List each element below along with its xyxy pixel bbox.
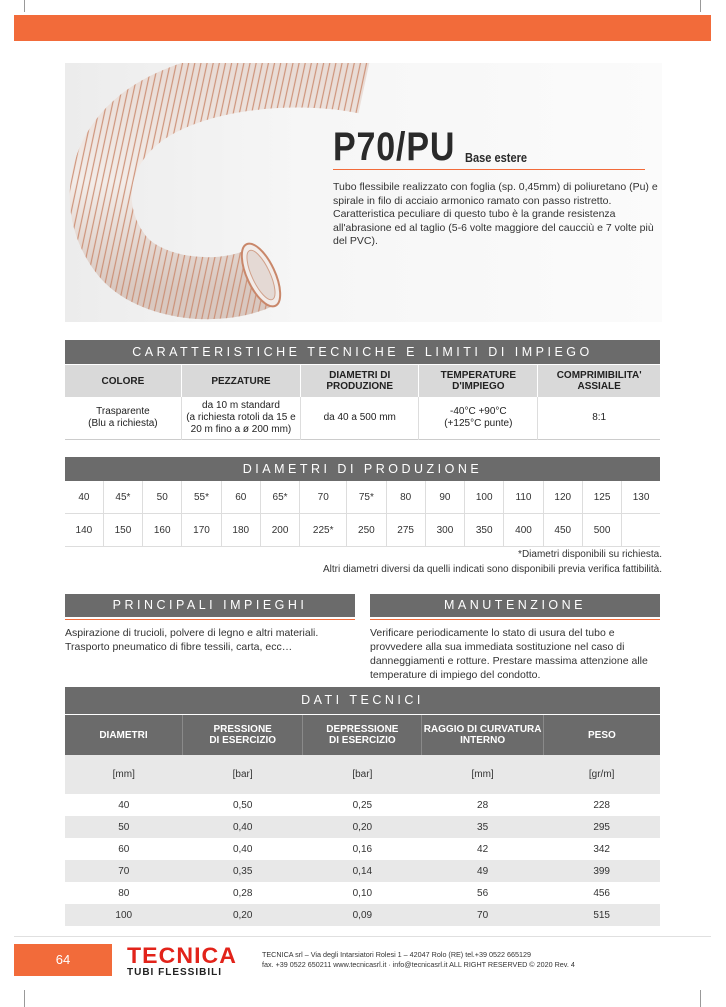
- pezzature-note2: 20 m fino a ø 200 mm): [190, 424, 292, 435]
- diameters-note-1: *Diametri disponibili su richiesta.: [518, 549, 662, 560]
- unit-cell: [mm]: [471, 769, 494, 780]
- characteristics-heading: CARATTERISTICHE TECNICHE E LIMITI DI IMPIEGO: [65, 340, 660, 364]
- diameter-cell: 50: [143, 481, 182, 514]
- footer-divider: [14, 936, 711, 937]
- diameter-cell: 170: [182, 514, 221, 547]
- tech-header-cell: [422, 715, 543, 755]
- header-diametri: DIAMETRI DI PRODUZIONE: [301, 365, 419, 397]
- crop-mark: [700, 990, 701, 1007]
- pezzature-note: (a richiesta rotoli da 15 e: [186, 412, 296, 423]
- product-description: Tubo flessibile realizzato con foglia (sp. 0,45mm) di poliuretano (Pu) e spirale in filo di acciaio armonico ramato con passo ristretto. Caratteristica peculiare di questo tubo è la grande resistenza all'abrasione ed al taglio (5-6 volte maggiore del caucciù e 7 volte più del PVC).: [333, 181, 658, 247]
- company-info-line-2: fax. +39 0522 650211 www.tecnicasrl.it · info@tecnicasrl.it ALL RIGHT RESERVED © 2020 Rev. 4: [262, 960, 575, 969]
- diameter-cell: 275: [386, 514, 425, 547]
- tech-data-cell: 0,40: [232, 843, 253, 855]
- unit-cell: [bar]: [232, 769, 253, 780]
- maintenance-divider: [370, 619, 660, 620]
- tech-header-line-2: DI ESERCIZIO: [329, 735, 396, 746]
- diameter-cell: 120: [543, 481, 582, 514]
- tech-header-line-1: PRESSIONE: [213, 724, 272, 735]
- diameter-cell: 350: [465, 514, 504, 547]
- tech-data-cell: 80: [118, 887, 130, 899]
- diameters-note-2: Altri diametri diversi da quelli indicati sono disponibili previa verifica fattibilità.: [322, 564, 662, 575]
- unit-cell: [mm]: [112, 769, 135, 780]
- diameter-cell: 450: [543, 514, 582, 547]
- title-divider: [333, 169, 645, 170]
- diameter-cell: [622, 514, 660, 547]
- tech-data-cell: 0,09: [352, 909, 373, 921]
- diameter-cell: 45*: [103, 481, 142, 514]
- uses-text: Aspirazione di trucioli, polvere di legno e altri materiali. Trasporto pneumatico di fibre tessili, carta, ecc…: [65, 627, 319, 653]
- crop-mark: [24, 0, 25, 12]
- table-row: [65, 794, 660, 816]
- tech-header-line-1: DIAMETRI: [99, 729, 148, 741]
- tech-data-units-row: [65, 755, 660, 794]
- diameters-table: [65, 481, 660, 547]
- tech-data-cell: 70: [477, 909, 489, 921]
- diameter-cell: 75*: [347, 481, 386, 514]
- diameter-cell: 160: [143, 514, 182, 547]
- tech-header-line-1: PESO: [588, 729, 616, 741]
- header-colore: COLORE: [65, 365, 181, 397]
- diameter-cell: 400: [504, 514, 543, 547]
- characteristics-row: [65, 397, 660, 440]
- maintenance-heading: MANUTENZIONE: [370, 594, 660, 617]
- tech-data-cell: 0,14: [352, 865, 373, 877]
- tech-data-cell: 50: [118, 821, 130, 833]
- diameter-cell: 140: [65, 514, 103, 547]
- diameters-row-1: [65, 481, 660, 514]
- top-accent-bar: [14, 15, 711, 41]
- tech-data-cell: 228: [593, 799, 610, 811]
- table-row: [65, 882, 660, 904]
- tech-data-cell: 0,20: [232, 909, 253, 921]
- table-row: [65, 816, 660, 838]
- crop-mark: [24, 990, 25, 1007]
- tech-data-cell: 28: [477, 799, 489, 811]
- tech-data-cell: 295: [593, 821, 610, 833]
- temperature-note: (+125°C punte): [444, 418, 513, 429]
- tech-header-line-2: DI ESERCIZIO: [209, 735, 277, 746]
- diameter-cell: 60: [221, 481, 260, 514]
- company-info: [262, 950, 575, 970]
- diameter-cell: 90: [425, 481, 464, 514]
- tech-data-cell: 0,20: [352, 821, 373, 833]
- cell-comprimibilita: 8:1: [592, 412, 607, 423]
- pezzature-value: da 10 m standard: [202, 400, 280, 411]
- diameter-cell: 200: [260, 514, 299, 547]
- diameter-cell: 40: [65, 481, 103, 514]
- diameters-heading: DIAMETRI DI PRODUZIONE: [65, 457, 660, 481]
- table-row: [65, 838, 660, 860]
- tech-data-cell: 0,16: [352, 843, 373, 855]
- header-temperature: TEMPERATURE D'IMPIEGO: [419, 365, 538, 397]
- characteristics-table: [65, 365, 660, 440]
- maintenance-text: Verificare periodicamente lo stato di usura del tubo e provvedere alla sua immediata sostituzione nel caso di danneggiamenti e rotture. Prestare massima attenzione alle temperature di impiego del condotto.: [370, 627, 648, 681]
- diameter-cell: 70: [300, 481, 347, 514]
- tech-data-cell: 49: [477, 865, 489, 877]
- tech-data-cell: 0,40: [232, 821, 253, 833]
- tech-header-cell: [65, 715, 183, 755]
- diameter-cell: 110: [504, 481, 543, 514]
- tech-data-cell: 0,50: [232, 799, 253, 811]
- temperature-value: -40°C +90°C: [450, 406, 507, 417]
- cell-pezzature: [181, 397, 300, 440]
- diameter-cell: 80: [386, 481, 425, 514]
- product-subtitle: Base estere: [465, 150, 528, 165]
- diameter-cell: 55*: [182, 481, 221, 514]
- tech-data-cell: 0,10: [352, 887, 373, 899]
- tech-data-cell: 515: [593, 909, 610, 921]
- tech-header-cell: [183, 715, 303, 755]
- tech-data-cell: 35: [477, 821, 489, 833]
- colore-note: (Blu a richiesta): [88, 418, 158, 429]
- tech-data-cell: 0,28: [232, 887, 253, 899]
- diameter-cell: 300: [425, 514, 464, 547]
- header-comprimibilita: COMPRIMIBILITA' ASSIALE: [538, 365, 660, 397]
- diameter-cell: 250: [347, 514, 386, 547]
- logo-sub-text: TUBI FLESSIBILI: [127, 967, 222, 978]
- diameter-cell: 180: [221, 514, 260, 547]
- tech-data-table: [65, 715, 660, 926]
- tech-data-header-row: [65, 715, 660, 755]
- diameter-cell: 100: [465, 481, 504, 514]
- diameter-cell: 225*: [300, 514, 347, 547]
- tech-header-line-1: RAGGIO DI CURVATURA: [423, 724, 542, 735]
- tech-data-cell: 342: [593, 843, 610, 855]
- tech-data-cell: 56: [477, 887, 489, 899]
- header-pezzature: PEZZATURE: [181, 365, 300, 397]
- cell-diametri: da 40 a 500 mm: [301, 397, 419, 440]
- colore-value: Trasparente: [96, 406, 150, 417]
- diameter-cell: 65*: [260, 481, 299, 514]
- table-row: [65, 904, 660, 926]
- tech-data-cell: 100: [115, 909, 133, 921]
- diameter-cell: 150: [103, 514, 142, 547]
- tech-data-cell: 0,25: [352, 799, 373, 811]
- company-logo: [127, 943, 238, 978]
- tech-data-heading: DATI TECNICI: [65, 687, 660, 714]
- diameter-cell: 125: [582, 481, 621, 514]
- logo-main-text: TECNICA: [127, 943, 238, 968]
- cell-temperature: [419, 397, 538, 440]
- diameter-cell: 500: [582, 514, 621, 547]
- tech-data-cell: 0,35: [232, 865, 253, 877]
- uses-divider: [65, 619, 355, 620]
- tech-data-cell: 60: [118, 843, 130, 855]
- tech-header-line-1: DEPRESSIONE: [326, 724, 399, 735]
- uses-heading: PRINCIPALI IMPIEGHI: [65, 594, 355, 617]
- unit-cell: [bar]: [352, 769, 373, 780]
- tech-data-cell: 42: [477, 843, 489, 855]
- diameter-cell: 130: [622, 481, 660, 514]
- unit-cell: [gr/m]: [588, 769, 615, 780]
- tech-data-cell: 399: [593, 865, 610, 877]
- table-row: [65, 860, 660, 882]
- tech-header-cell: [543, 715, 660, 755]
- tech-header-line-2: INTERNO: [460, 735, 506, 746]
- cell-colore: [65, 397, 181, 440]
- tech-header-cell: [303, 715, 422, 755]
- company-info-line-1: TECNICA srl – Via degli Intarsiatori Rolesi 1 – 42047 Rolo (RE) tel.+39 0522 665129: [262, 950, 531, 959]
- diameters-row-2: [65, 514, 660, 547]
- tech-data-cell: 70: [118, 865, 130, 877]
- crop-mark: [700, 0, 701, 12]
- tech-data-cell: 456: [593, 887, 610, 899]
- tech-data-cell: 40: [118, 799, 130, 811]
- page-number: 64: [14, 944, 112, 976]
- product-title: P70/PU: [333, 125, 456, 169]
